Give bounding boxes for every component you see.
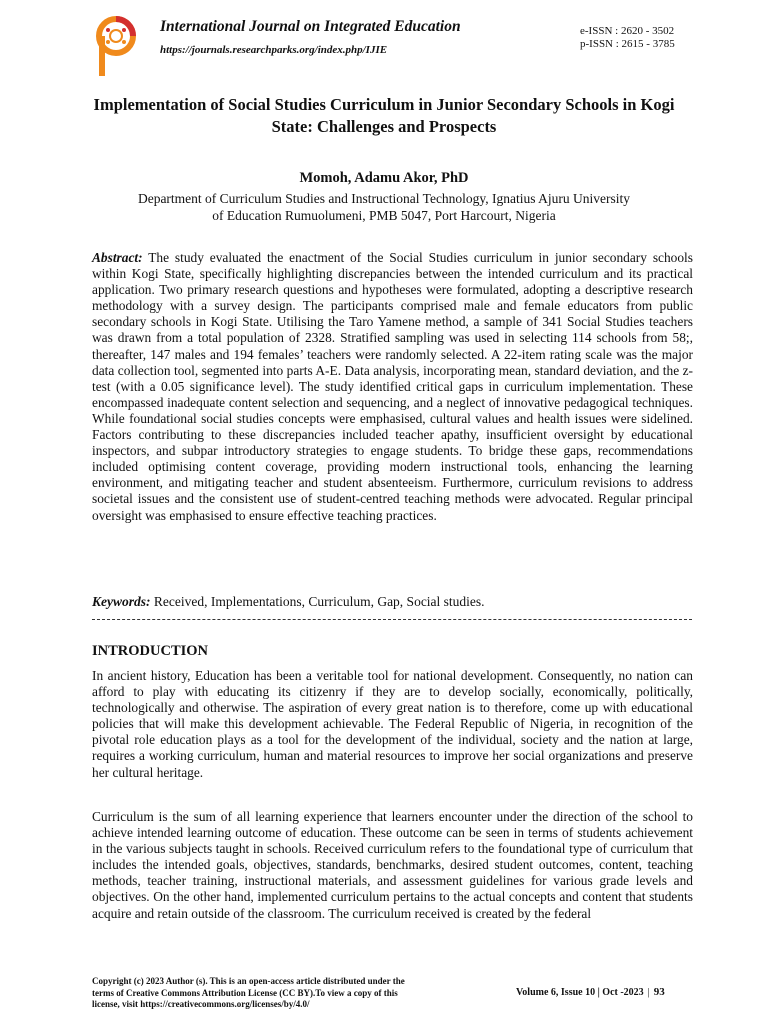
volume-issue: Volume 6, Issue 10 | Oct -2023: [516, 987, 644, 998]
abstract-label: Abstract:: [92, 250, 143, 265]
keywords-text: Received, Implementations, Curriculum, Gap, Social studies.: [153, 594, 485, 609]
introduction-heading: INTRODUCTION: [92, 643, 209, 659]
section-divider: [92, 619, 692, 620]
research-parks-logo-icon: [96, 14, 138, 80]
journal-url-link[interactable]: https://journals.researchparks.org/index.php/IJIE: [160, 44, 388, 56]
affiliation-line-2: of Education Rumuolumeni, PMB 5047, Port Harcourt, Nigeria: [212, 208, 556, 223]
copyright-line-1: Copyright (c) 2023 Author (s). This is an open-access article distributed under the: [92, 976, 405, 986]
issn-block: [580, 25, 675, 51]
copyright-line-2: terms of Creative Commons Attribution License (CC BY).To view a copy of this: [92, 987, 398, 998]
author-affiliation: [84, 190, 684, 224]
journal-name: International Journal on Integrated Education: [160, 18, 461, 35]
keywords: [92, 594, 693, 610]
abstract: [92, 250, 693, 524]
pissn: p-ISSN : 2615 - 3785: [580, 38, 675, 50]
introduction-paragraph-2: Curriculum is the sum of all learning experience that learners encounter under the direction of the school to achieve intended learning outcome of education. These outcome can be seen in terms of students achievement in the various subjects taught in schools. Received curriculum refers to the foundational type of curriculum that includes the intended goals, objectives, standards, benchmarks, desired student outcomes, content, teaching methods, teacher training, instructional materials, and assessment guidelines for various grade levels and objectives. On the other hand, implemented curriculum pertains to the actual concepts and content that students acquire and retain outside of the classroom. The curriculum received is created by the federal: [92, 809, 693, 921]
author-name: Momoh, Adamu Akor, PhD: [299, 170, 469, 186]
page-number: 93: [653, 986, 665, 998]
copyright-notice: [92, 976, 472, 1011]
footer-separator: |: [647, 987, 650, 998]
abstract-text: The study evaluated the enactment of the Social Studies curriculum in junior secondary schools within Kogi State, specifically highlighting discrepancies between the intended curriculum and its practical application. Two primary research questions and hypotheses were formulated, adopting a descriptive research methodology with a survey design. The participants comprised male and female educators from public secondary schools in Kogi State. Utilising the Taro Yamene method, a sample of 341 Social Studies teachers was drawn from a total population of 2328. Stratified sampling was used in selecting 114 schools from 58;, thereafter, 147 males and 194 females’ teachers were randomly selected. A 22-item rating scale was the major data collection tool, segmented into parts A-E. Data analysis, incorporating mean, standard deviation, and the z-test (with a 0.05 significance level). The study identified critical gaps in curriculum implementation. These encompassed inadequate content selection and sequencing, and a neglect of innovative pedagogical techniques. While foundational social studies concepts were emphasised, cultural values and health issues were sidelined. Factors contributing to these discrepancies included teacher apathy, insufficient oversight by educational inspectors, and subpar introductory strategies to engage students. To bridge these gaps, recommendations included optimising content coverage, providing modern instructional tools, enhancing the learning environment, and mitigating teacher and student absenteeism. Furthermore, curriculum revisions to address societal issues and the consistent use of student-centred teaching methods were advocated. Regular principal oversight was emphasised to ensure effective teaching practices.: [92, 250, 693, 523]
affiliation-line-1: Department of Curriculum Studies and Instructional Technology, Ignatius Ajuru University: [137, 191, 631, 206]
introduction-paragraph-1: In ancient history, Education has been a veritable tool for national development. Consequently, no nation can afford to play with educating its citizenry if they are to develop socially, economically, politically, technologically and otherwise. The aspiration of every great nation is to therefore, come up with educational policies that will make this development achievable. The Federal Republic of Nigeria, in recognition of the pivotal role education plays as a tool for the development of the individual, society and the nation at large, requires a working curriculum, human and material resources to improve her social organizations and preserve her cultural heritage.: [92, 668, 693, 780]
article-title: Implementation of Social Studies Curriculum in Junior Secondary Schools in Kogi State: Challenges and Prospects: [93, 95, 675, 136]
page-footer-info: [516, 986, 665, 998]
copyright-line-3[interactable]: license, visit https://creativecommons.org/licenses/by/4.0/: [92, 999, 310, 1009]
eissn: e-ISSN : 2620 - 3502: [580, 25, 675, 37]
keywords-label: Keywords:: [92, 594, 151, 609]
